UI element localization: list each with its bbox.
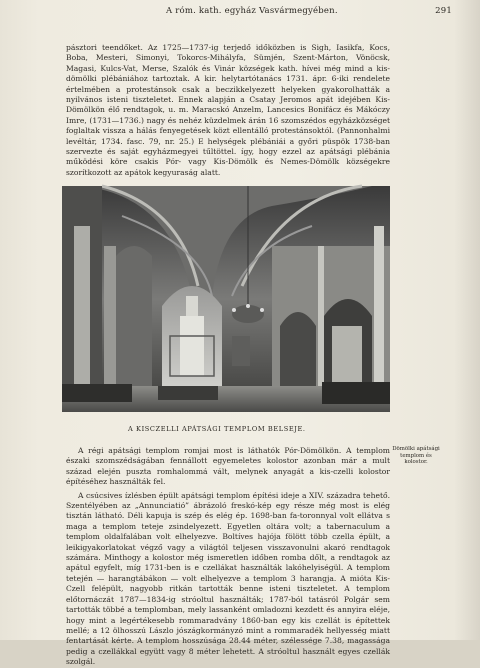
running-title: A róm. kath. egyház Vasvármegyében. [166, 6, 338, 16]
figure-caption: A KISCZELLI APÁTSÁGI TEMPLOM BELSEJE. [128, 425, 306, 433]
running-header [96, 6, 452, 20]
paragraph: A csúcsives ízlésben épült apátsági templom építési ideje a XIV. századra tehető. Szentélyében az „Annunciatió” ábrázoló freskó-kép egy része még most is elég tisztán látható. Déli kapuja is szép és elég ép. 1698-ban fa-toronnyal volt ellátva s maga a templom teteje zsindelyezett. Egyetlen oltára volt; a tabernaculum a templom oldalfalában volt elhelyezve. Boltíves hajója fölött több czella épült, a leikigyakorlatokat végző vagy a világtól teljesen visszavonulni akaró rendtagok számára. Minthogy a kolostor még ismeretlen időben romba dőlt, a rendtagok az apátul egyfelt, míg 1731-ben is e czellákat használták lakóhelyiségül. A templom tetején — harangtábákon — volt elhelyezve a templom 3 harangja. A mióta Kis-Czell felépült, nagyobb ritkán tartották benne isteni tiszteletet. A templom előtornáczát 1787—1834-ig stróoltul használták; 1787-ból tatásról Polgár sem tartották többé a templomban, mely lassanként omladozni kezdett és annyira eléje, hogy mint a legértékesebb rommaradvány 1860-ban egy kis czellát is építettek mellé; a 12 ölhosszú Lászlo jószágkormányzó mint a rommaradék hellyesség miatt fentartását kérte. A templom hosszúsága 28.44 méter, szélessége 7.38, magassága pedig a czellákkal együtt vagy 8 méter lehetett. A stróoltul használt egyes czellák szolgál. [66, 490, 390, 667]
margin-note: Dömölki apátsági templom és kolostor. [392, 446, 440, 466]
top-paragraph: pásztori teendőket. Az 1725—1737-ig terjedő időközben is Sigh, Iasikfa, Kocs, Boba, Mesteri, Simonyi, Tokorcs-Mihályfa, Sümjén, Szent-Márton, Vönöcsk, Magasi, Kulcs-Vat, Merse, Szalók és Vinár községek kath. hívei még mind a kis-dömölki plébániához tartoztak. A kir. helytartótanács 1731. ápr. 6-iki rendelete értelmében a protestánsok csak a beczikkelyezett helyeken gyakorolhatták a nyilvános isteni tiszteletet. Ennek alapján a Csatay Jeromos apát idejében Kis-Dömölkön élő rendtagok, u. m. Maracskó Anzelm, Lancesics Bonifácz és Mákóczy Imre, (1731—1736.) nagy és nehéz küzdelmek árán 16 szomszédos egyházközséget foglaltak vissza a hálás fenyegetések közt ellentálló protestánsoktól. (Pannonhalmi levéltár, 1734. fasc. 79, nr. 25.) E helységek plébániái a győri püspök 1738-ban szervezte és saját egyházmegyei tűltöttel. így, hogy ezzel az apátsági plébánia működési köre csakis Pór- vagy Kis-Dömölk és Nemes-Dömölk községekre szorítkozott az apátok kegyuraság alatt. [66, 43, 390, 177]
page-number: 291 [435, 6, 452, 16]
binding-shadow [454, 0, 480, 640]
bottom-text [66, 446, 390, 667]
paragraph: A régi apátsági templom romjai most is láthatók Pór-Dömölkön. A templom északi szomszédságában fennállott egyemeletes kolostor azonban már a mult század elején puszta romhalommá vált, melynek anyagát a kis-czelli kolostor építéséhez használták fel. [66, 446, 390, 487]
church-interior-photo [62, 186, 390, 412]
